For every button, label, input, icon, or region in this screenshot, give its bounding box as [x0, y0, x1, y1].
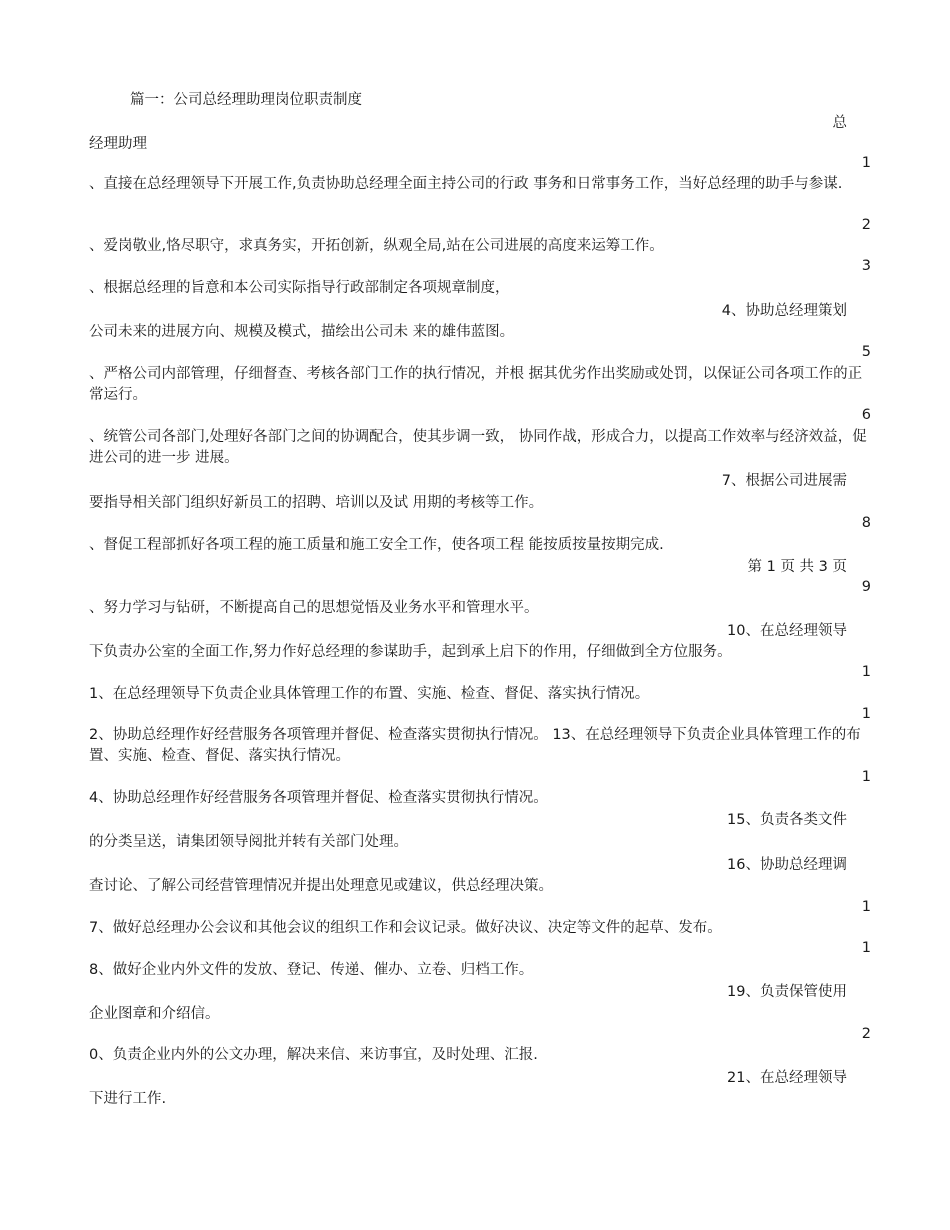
document-title: 篇一：公司总经理助理岗位职责制度 — [130, 92, 362, 108]
item-start-right: 15、负责各类文件 — [727, 812, 847, 828]
item-start-right: 21、在总经理领导 — [727, 1070, 847, 1086]
paragraph: 的分类呈送，请集团领导阅批并转有关部门处理。 — [89, 834, 408, 850]
item-number: 1 — [861, 769, 871, 785]
paragraph: 、努力学习与钻研，不断提高自己的思想觉悟及业务水平和管理水平。 — [89, 600, 539, 616]
item-number: 1 — [861, 664, 871, 680]
paragraph: 8、做好企业内外文件的发放、登记、传递、催办、立卷、归档工作。 — [89, 962, 534, 978]
item-number: 2 — [861, 1026, 871, 1042]
paragraph: 、根据总经理的旨意和本公司实际指导行政部制定各项规章制度， — [89, 280, 510, 296]
paragraph: 、统管公司各部门,处理好各部门之间的协调配合，使其步调一致， 协同作战，形成合力，以提高工作效率与经济效益，促进公司的进一步 进展。 — [89, 429, 867, 466]
paragraph: 、直接在总经理领导下开展工作,负责协助总经理全面主持公司的行政 事务和日常事务工作，当好总经理的助手与参谋. — [89, 176, 843, 192]
paragraph: 、严格公司内部管理，仔细督查、考核各部门工作的执行情况，并根 据其优劣作出奖励或处罚，以保证公司各项工作的正常运行。 — [89, 366, 863, 403]
item-number: 2 — [861, 217, 871, 233]
item-start-right: 19、负责保管使用 — [727, 984, 847, 1000]
paragraph: 2、协助总经理作好经营服务各项管理并督促、检查落实贯彻执行情况。 13、在总经理领导下负责企业具体管理工作的布置、实施、检查、督促、落实执行情况。 — [89, 727, 861, 764]
paragraph: 下负责办公室的全面工作,努力作好总经理的参谋助手，起到承上启下的作用，仔细做到全方位服务。 — [89, 644, 732, 660]
item-number: 9 — [861, 579, 871, 595]
paragraph: 公司未来的进展方向、规模及模式，描绘出公司未 来的雄伟蓝图。 — [89, 324, 515, 340]
paragraph: 要指导相关部门组织好新员工的招聘、培训以及试 用期的考核等工作。 — [89, 495, 544, 511]
item-number: 1 — [861, 706, 871, 722]
item-number: 1 — [861, 940, 871, 956]
item-start-right: 4、协助总经理策划 — [721, 303, 847, 319]
item-number: 5 — [861, 344, 871, 360]
paragraph: 、督促工程部抓好各项工程的施工质量和施工安全工作，使各项工程 能按质按量按期完成. — [89, 537, 664, 553]
paragraph: 下进行工作. — [89, 1091, 167, 1107]
item-number: 6 — [861, 407, 871, 423]
page-footer: 第 1 页 共 3 页 — [747, 559, 847, 575]
paragraph: 7、做好总经理办公会议和其他会议的组织工作和会议记录。做好决议、决定等文件的起草、发布。 — [89, 920, 722, 936]
item-start-right: 7、根据公司进展需 — [721, 473, 847, 489]
paragraph: 企业图章和介绍信。 — [89, 1006, 220, 1022]
item-number: 1 — [861, 155, 871, 171]
paragraph: 1、在总经理领导下负责企业具体管理工作的布置、实施、检查、督促、落实执行情况。 — [89, 686, 650, 702]
paragraph: 0、负责企业内外的公文办理，解决来信、来访事宜，及时处理、汇报. — [89, 1047, 538, 1063]
heading-right-fragment: 总 — [832, 115, 847, 131]
paragraph: 、爱岗敬业,恪尽职守，求真务实，开拓创新，纵观全局,站在公司进展的高度来运筹工作。 — [89, 238, 664, 254]
paragraph: 查讨论、了解公司经营管理情况并提出处理意见或建议，供总经理决策。 — [89, 878, 553, 894]
heading-left: 经理助理 — [89, 136, 147, 152]
item-number: 8 — [861, 515, 871, 531]
item-start-right: 16、协助总经理调 — [727, 857, 847, 873]
item-start-right: 10、在总经理领导 — [727, 623, 847, 639]
paragraph: 4、协助总经理作好经营服务各项管理并督促、检查落实贯彻执行情况。 — [89, 790, 548, 806]
item-number: 1 — [861, 899, 871, 915]
item-number: 3 — [861, 258, 871, 274]
